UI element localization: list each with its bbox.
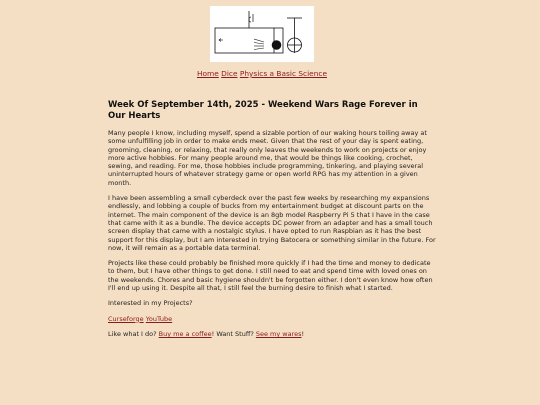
buy-coffee-link[interactable]: Buy me a coffee (158, 329, 212, 338)
support-middle: ! Want Stuff? (211, 329, 256, 338)
support-line (108, 330, 436, 338)
nav-link-physics[interactable]: Physics a Basic Science (239, 69, 328, 78)
post-paragraph-1: Many people I know, including myself, spend a sizable portion of our waking hours toiling away at some unfulfilling job in order to make ends meet. Given that the rest of your day is spent eating, grooming, cleaning, or relaxing, that really only leaves the weekends to work on projects or enjoy more active hobbies. For many people around me, that would be things like cooking, crochet, sewing, and reading. For me, those hobbies include programming, tinkering, and playing several uninterrupted hours of whatever strategy game or open world RPG has my attention in a given month. (108, 129, 427, 187)
see-wares-link[interactable]: See my wares (255, 329, 302, 338)
support-prefix: Like what I do? (108, 329, 159, 338)
project-links (108, 315, 436, 323)
support-suffix: ! (301, 329, 305, 338)
top-nav (0, 69, 524, 78)
curseforge-link[interactable]: Curseforge (108, 314, 144, 323)
post-content (108, 100, 436, 345)
post-paragraph-3: Projects like these could probably be finished more quickly if I had the time and money to dedicate to them, but I have other things to get done. I still need to eat and spend time with loved ones on the weekends. Chores and basic hygiene shouldn't be forgotten either. I don't even know how often I'll end up using it. Despite all that, I still feel the burning desire to finish what I started. (108, 259, 433, 293)
site-logo[interactable] (210, 6, 314, 62)
projects-prompt: Interested in my Projects? (108, 299, 193, 308)
post-paragraph-2: I have been assembling a small cyberdeck over the past few weeks by researching my expansions endlessly, and lobbing a couple of bucks from my entertainment budget at discount parts on the internet. The main component of the device is an 8gb model Raspberry Pi 5 that I have in the case that came with it as a bundle. The device accepts DC power from an adapter and has a small touch screen display that came with a nostalgic stylus. I have opted to run Raspbian as it has the best support for this display, but I am interested in trying Batocera or something similar in the future. For now, it will remain as a portable data terminal. (108, 194, 436, 252)
nav-link-dice[interactable]: Dice (221, 69, 238, 78)
post-title: Week Of September 14th, 2025 - Weekend Wars Rage Forever in Our Hearts (108, 100, 418, 121)
youtube-link[interactable]: YouTube (145, 314, 173, 323)
nav-link-home[interactable]: Home (196, 69, 219, 78)
